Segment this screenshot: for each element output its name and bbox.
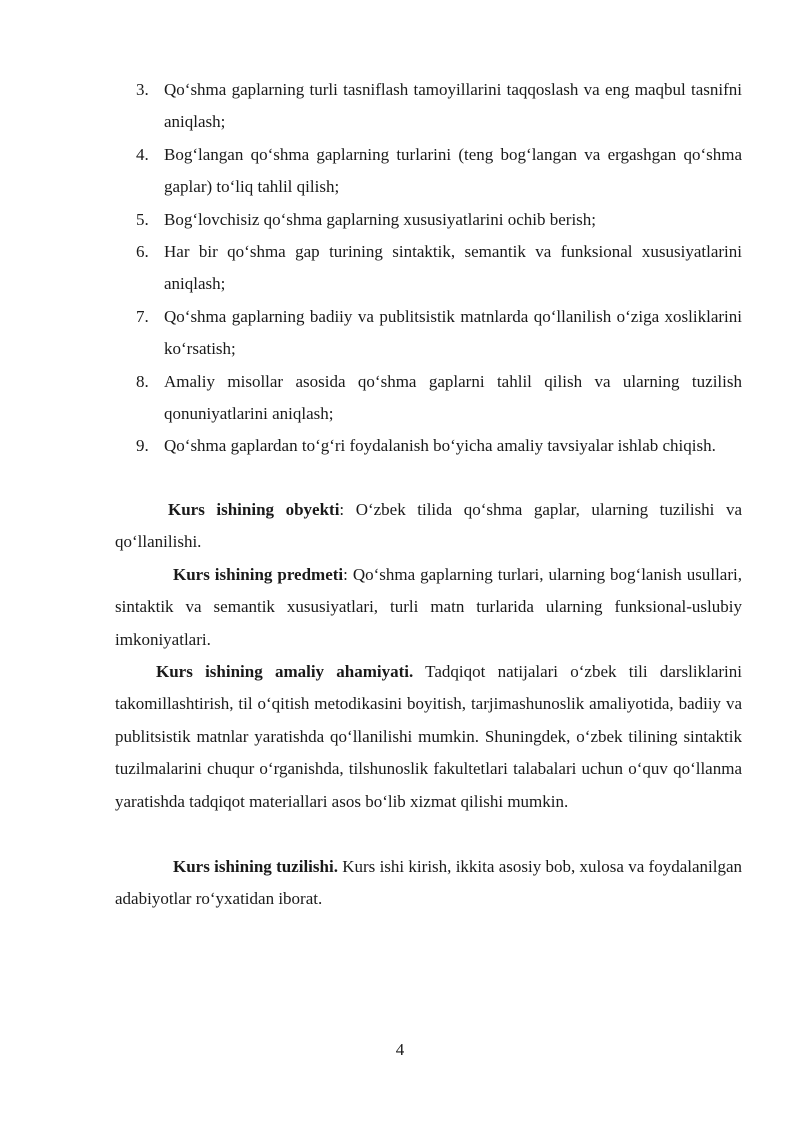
practical-significance-label: Kurs ishining amaliy ahamiyati. [156, 662, 414, 681]
list-item-text: Bog‘lovchisiz qo‘shma gaplarning xususiyatlarini ochib berish; [164, 209, 597, 229]
object-text: : O‘zbek tilida qo‘shma gaplar, ularning tuzilishi va qo‘llanilishi. [115, 500, 742, 552]
list-item [136, 366, 742, 431]
list-item-number: 5. [136, 209, 149, 229]
list-item-text: Amaliy misollar asosida qo‘shma gaplarni tahlil qilish va ularning tuzilish qonuniyatlarini aniqlash; [164, 371, 742, 424]
subject-paragraph [115, 559, 742, 656]
list-item-text: Bog‘langan qo‘shma gaplarning turlarini (teng bog‘langan va ergashgan qo‘shma gaplar) to‘liq tahlil qilish; [164, 144, 742, 197]
list-item-number: 4. [136, 144, 149, 164]
structure-paragraph [115, 851, 742, 916]
list-item-number: 9. [136, 436, 149, 456]
list-item-number: 7. [136, 306, 149, 326]
list-item-number: 6. [136, 242, 149, 262]
list-item [136, 430, 742, 462]
list-item [136, 74, 742, 139]
subject-label: Kurs ishining predmeti [173, 565, 344, 584]
list-item-text: Har bir qo‘shma gap turining sintaktik, semantik va funksional xususiyatlarini aniqlash; [164, 242, 742, 294]
tasks-list [136, 74, 742, 463]
list-item [136, 236, 742, 301]
list-item [136, 204, 742, 236]
practical-significance-paragraph [115, 656, 742, 818]
list-item-text: Qo‘shma gaplarning badiiy va publitsistik matnlarda qo‘llanilish o‘ziga xosliklarini ko‘rsatish; [164, 306, 742, 359]
object-paragraph [115, 494, 742, 559]
list-item [136, 139, 742, 204]
list-item-number: 8. [136, 371, 149, 391]
structure-label: Kurs ishining tuzilishi. [173, 857, 338, 876]
practical-significance-text: Tadqiqot natijalari o‘zbek tili darsliklarini takomillashtirish, til o‘qitish metodikasini boyitish, tarjimashunoslik amaliyotida, badiiy va publitsistik matnlar yaratishda qo‘llanilishi mumkin. Shuningdek, o‘zbek tilining sintaktik tuzilmalarini chuqur o‘rganishda, tilshunoslik fakultetlari talabalari uchun o‘quv qo‘llanma yaratishda tadqiqot materiallari asos bo‘lib xizmat qilishi mumkin. [115, 662, 742, 811]
page-number: 4 [395, 1040, 405, 1059]
list-item-text: Qo‘shma gaplarning turli tasniflash tamoyillarini taqqoslash va eng maqbul tasnifni aniqlash; [164, 80, 742, 132]
list-item-text: Qo‘shma gaplardan to‘g‘ri foydalanish bo‘yicha amaliy tavsiyalar ishlab chiqish. [164, 436, 716, 456]
list-item-number: 3. [136, 80, 149, 99]
structure-text: Kurs ishi kirish, ikkita asosiy bob, xulosa va foydalanilgan adabiyotlar ro‘yxatidan iborat. [115, 857, 742, 909]
list-item [136, 301, 742, 366]
object-label: Kurs ishining obyekti [168, 500, 340, 519]
subject-text: : Qo‘shma gaplarning turlari, ularning bog‘lanish usullari, sintaktik va semantik xususiyatlari, turli matn turlarida ularning funksional-uslubiy imkoniyatlari. [115, 565, 742, 649]
